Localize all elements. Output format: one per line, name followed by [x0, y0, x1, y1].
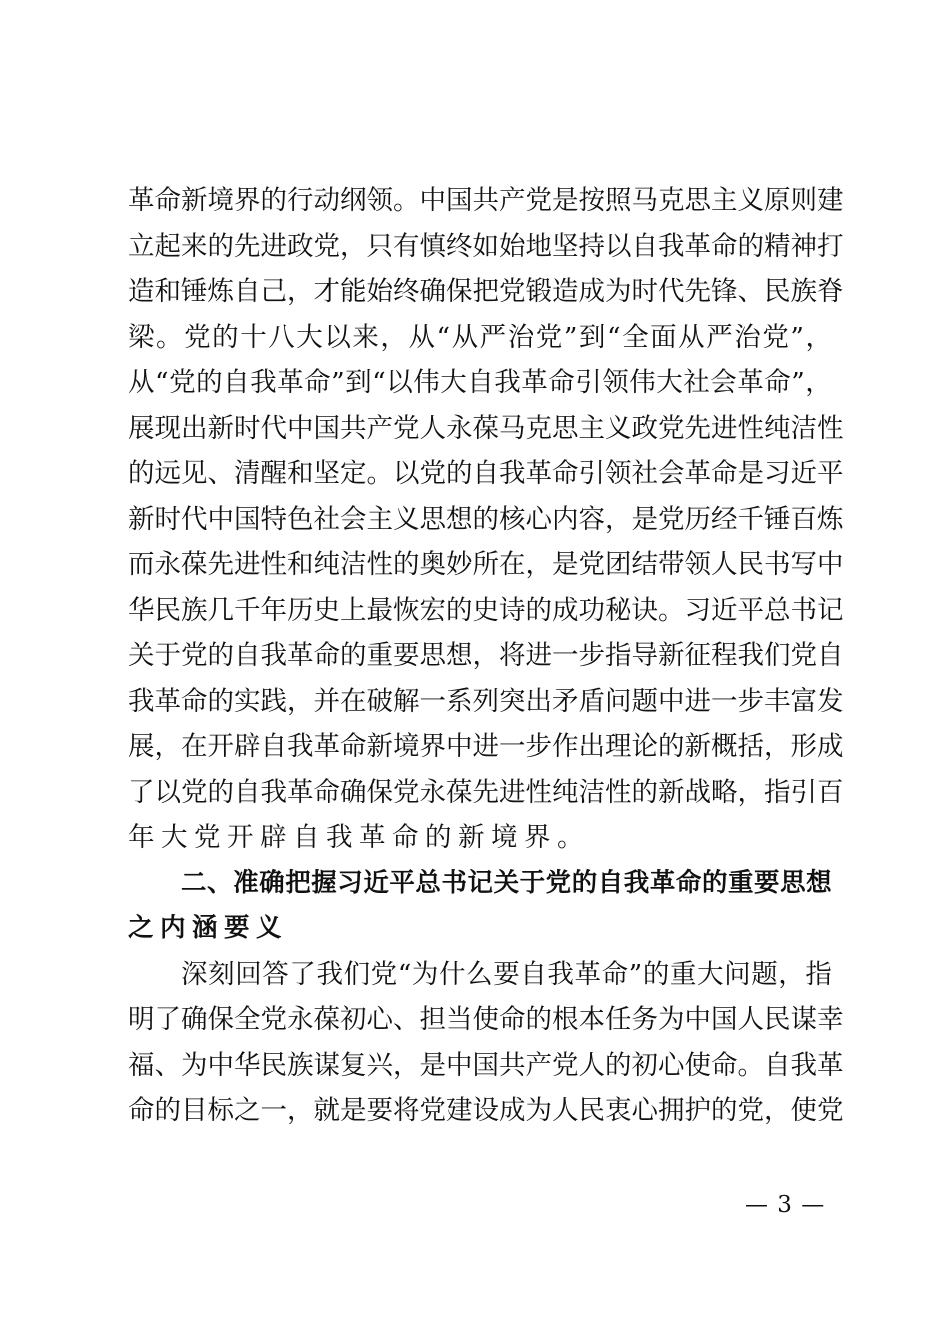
paragraph-line: 明 了 确 保 全 党 永 葆 初 心 、 担 当 使 命 的 根 本 任 务 为 中 国 人 民 谋 幸 — [128, 1004, 844, 1035]
paragraph-line: 造 和 锤 炼 自 己 ， 才 能 始 终 确 保 把 党 锻 造 成 为 时 代 先 锋 、 民 族 脊 — [128, 276, 844, 307]
paragraph-line: 而 永 葆 先 进 性 和 纯 洁 性 的 奥 妙 所 在 ， 是 党 团 结 带 领 人 民 书 写 中 — [128, 549, 844, 580]
section-heading-line: 二 、 准 确 把 握 习 近 平 总 书 记 关 于 党 的 自 我 革 命 的 重 要 思 想 — [181, 867, 832, 898]
paragraph-line: 华 民 族 几 千 年 历 史 上 最 恢 宏 的 史 诗 的 成 功 秘 诀 。 习 近 平 总 书 记 — [128, 594, 844, 626]
paragraph-line: 深 刻 回 答 了 我 们 党 “ 为 什 么 要 自 我 革 命 ” 的 重 大 问 题 ， 指 — [181, 958, 832, 990]
paragraph-line: 福 、 为 中 华 民 族 谋 复 兴 ， 是 中 国 共 产 党 人 的 初 心 使 命 。 自 我 革 — [128, 1049, 844, 1081]
paragraph-line: 新 时 代 中 国 特 色 社 会 主 义 思 想 的 核 心 内 容 ， 是 党 历 经 千 锤 百 炼 — [128, 503, 844, 535]
paragraph-line: 了 以 党 的 自 我 革 命 确 保 党 永 葆 先 进 性 纯 洁 性 的 新 战 略 ， 指 引 百 — [128, 776, 844, 808]
paragraph-line: 年大党开辟自我革命的新境界。 — [128, 822, 590, 853]
paragraph-line: 立 起 来 的 先 进 政 党 ， 只 有 慎 终 如 始 地 坚 持 以 自 我 革 命 的 精 神 打 — [128, 230, 844, 262]
paragraph-line: 关 于 党 的 自 我 革 命 的 重 要 思 想 ， 将 进 一 步 指 导 新 征 程 我 们 党 自 — [128, 640, 844, 671]
paragraph-line: 梁 。 党 的 十 八 大 以 来 ， 从 “ 从 严 治 党 ” 到 “ 全 面 从 严 治 党 ” ， — [128, 321, 832, 353]
paragraph-line: 从 “ 党 的 自 我 革 命 ” 到 “ 以 伟 大 自 我 革 命 引 领 伟 大 社 会 革 命 ” ， — [128, 367, 832, 398]
paragraph-line: 的 远 见 、 清 醒 和 坚 定 。 以 党 的 自 我 革 命 引 领 社 会 革 命 是 习 近 平 — [128, 458, 844, 489]
section-heading-line: 之内涵要义 — [128, 913, 289, 943]
paragraph-line: 展 现 出 新 时 代 中 国 共 产 党 人 永 葆 马 克 思 主 义 政 党 先 进 性 纯 洁 性 — [128, 412, 844, 444]
document-body — [128, 178, 844, 1134]
paragraph-line: 展 ， 在 开 辟 自 我 革 命 新 境 界 中 进 一 步 作 出 理 论 的 新 概 括 ， 形 成 — [128, 731, 844, 762]
paragraph-line: 革 命 新 境 界 的 行 动 纲 领 。 中 国 共 产 党 是 按 照 马 克 思 主 义 原 则 建 — [128, 185, 844, 216]
page-number: — 3 — — [745, 1192, 826, 1218]
paragraph-line: 命 的 目 标 之 一 ， 就 是 要 将 党 建 设 成 为 人 民 衷 心 拥 护 的 党 ， 使 党 — [128, 1095, 844, 1126]
paragraph-line: 我 革 命 的 实 践 ， 并 在 破 解 一 系 列 突 出 矛 盾 问 题 中 进 一 步 丰 富 发 — [128, 685, 844, 717]
